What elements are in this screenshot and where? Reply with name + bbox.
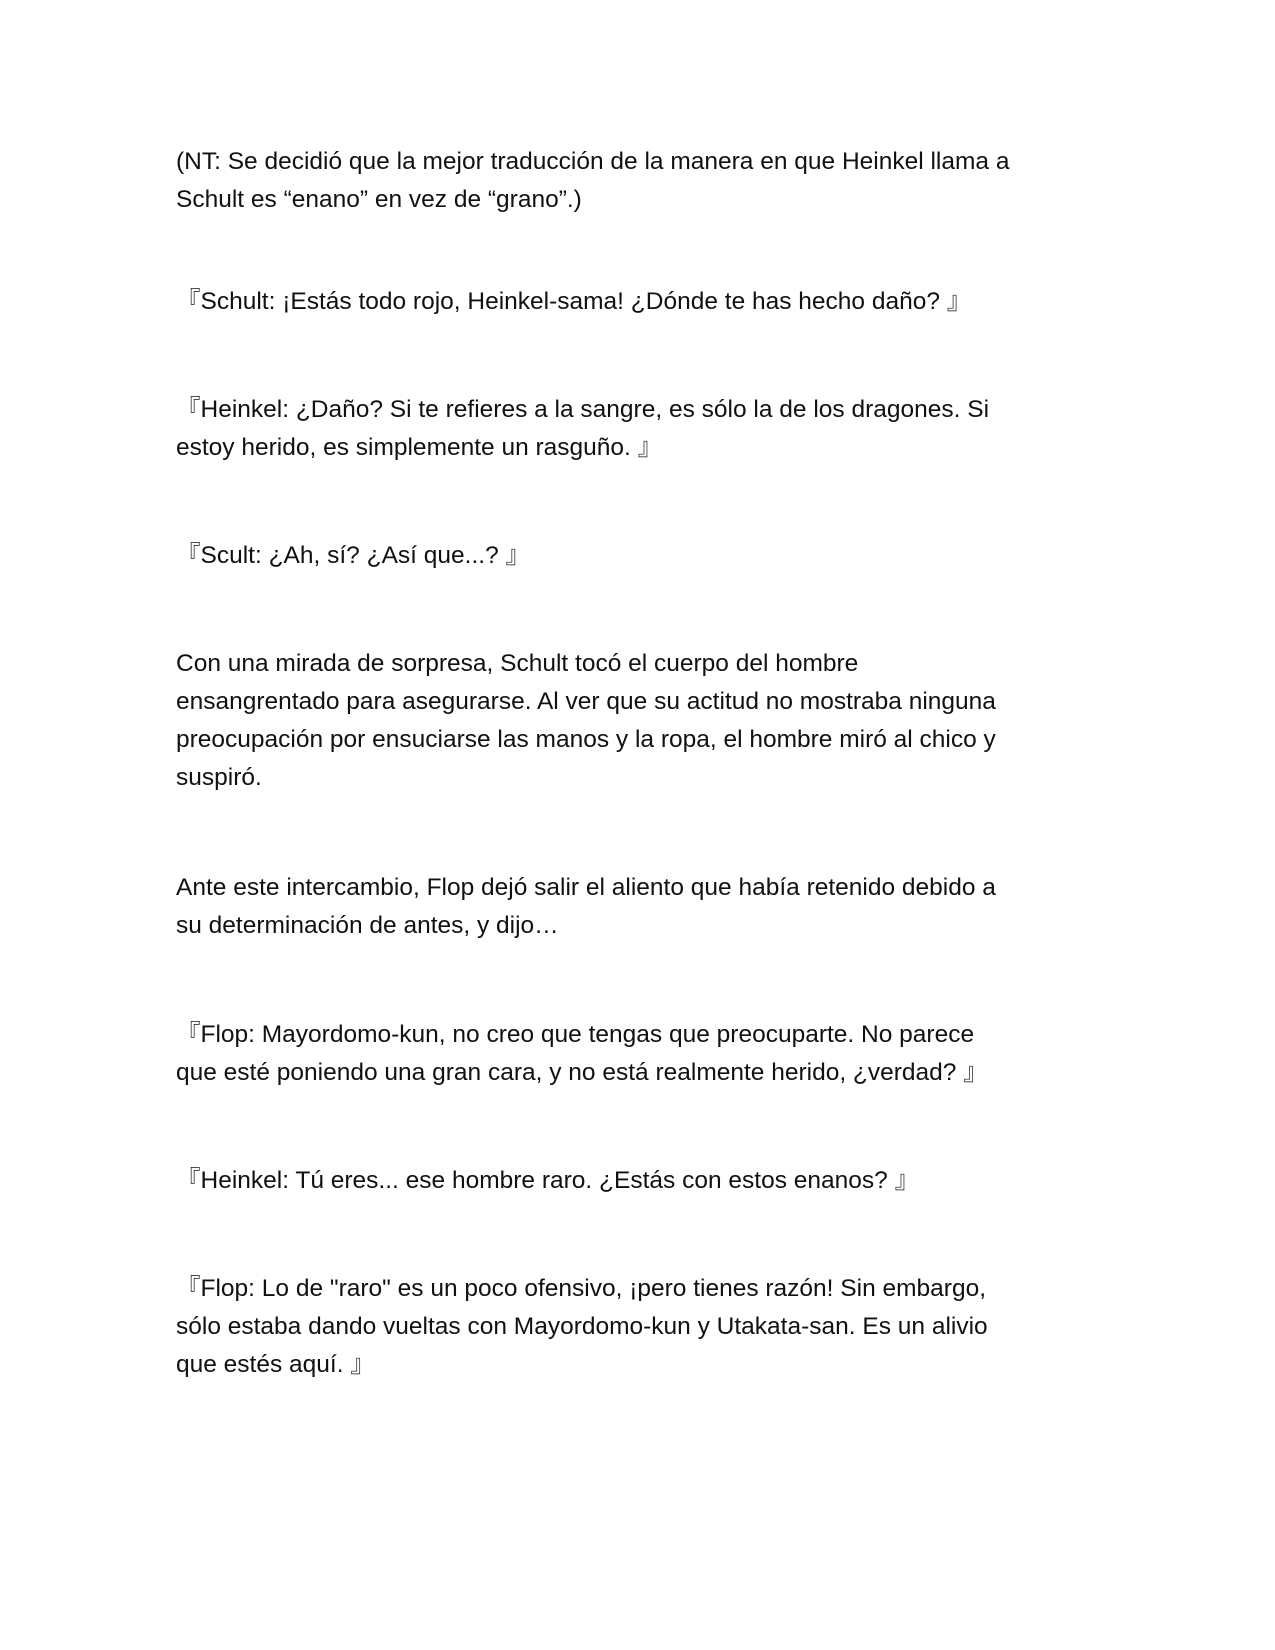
text-line: 『Flop: Lo de "raro" es un poco ofensivo, ¡pero tienes razón! Sin embargo,: [176, 1275, 987, 1302]
text-line: suspiró.: [176, 764, 262, 791]
text-line: ensangrentado para asegurarse. Al ver que su actitud no mostraba ninguna: [176, 688, 996, 715]
text-line: 『Schult: ¡Estás todo rojo, Heinkel-sama! ¿Dónde te has hecho daño? 』: [176, 288, 972, 315]
dialogue-flop-2: [176, 1270, 1106, 1384]
text-line: 『Flop: Mayordomo-kun, no creo que tengas que preocuparte. No parece: [176, 1021, 975, 1048]
text-line: Ante este intercambio, Flop dejó salir el aliento que había retenido debido a: [176, 874, 996, 901]
text-line: sólo estaba dando vueltas con Mayordomo-kun y Utakata-san. Es un alivio: [176, 1313, 988, 1340]
translator-note: [176, 143, 1106, 219]
dialogue-heinkel-2: [176, 1162, 1106, 1200]
text-line: que estés aquí. 』: [176, 1351, 375, 1378]
text-line: preocupación por ensuciarse las manos y la ropa, el hombre miró al chico y: [176, 726, 996, 753]
text-line: (NT: Se decidió que la mejor traducción de la manera en que Heinkel llama a: [176, 148, 1010, 175]
narration-paragraph-1: [176, 645, 1106, 797]
text-line: que esté poniendo una gran cara, y no está realmente herido, ¿verdad? 』: [176, 1059, 988, 1086]
dialogue-schult-2: [176, 537, 1106, 575]
text-line: Schult es “enano” en vez de “grano”.): [176, 186, 582, 213]
dialogue-flop-1: [176, 1016, 1106, 1092]
text-line: su determinación de antes, y dijo…: [176, 912, 559, 939]
text-line: 『Scult: ¿Ah, sí? ¿Así que...? 』: [176, 542, 531, 569]
dialogue-heinkel-1: [176, 391, 1106, 467]
dialogue-schult-1: [176, 283, 1106, 321]
narration-paragraph-2: [176, 869, 1106, 945]
text-line: 『Heinkel: ¿Daño? Si te refieres a la sangre, es sólo la de los dragones. Si: [176, 396, 990, 423]
text-line: estoy herido, es simplemente un rasguño. 』: [176, 434, 663, 461]
text-line: 『Heinkel: Tú eres... ese hombre raro. ¿Estás con estos enanos? 』: [176, 1167, 920, 1194]
text-line: Con una mirada de sorpresa, Schult tocó el cuerpo del hombre: [176, 650, 859, 677]
